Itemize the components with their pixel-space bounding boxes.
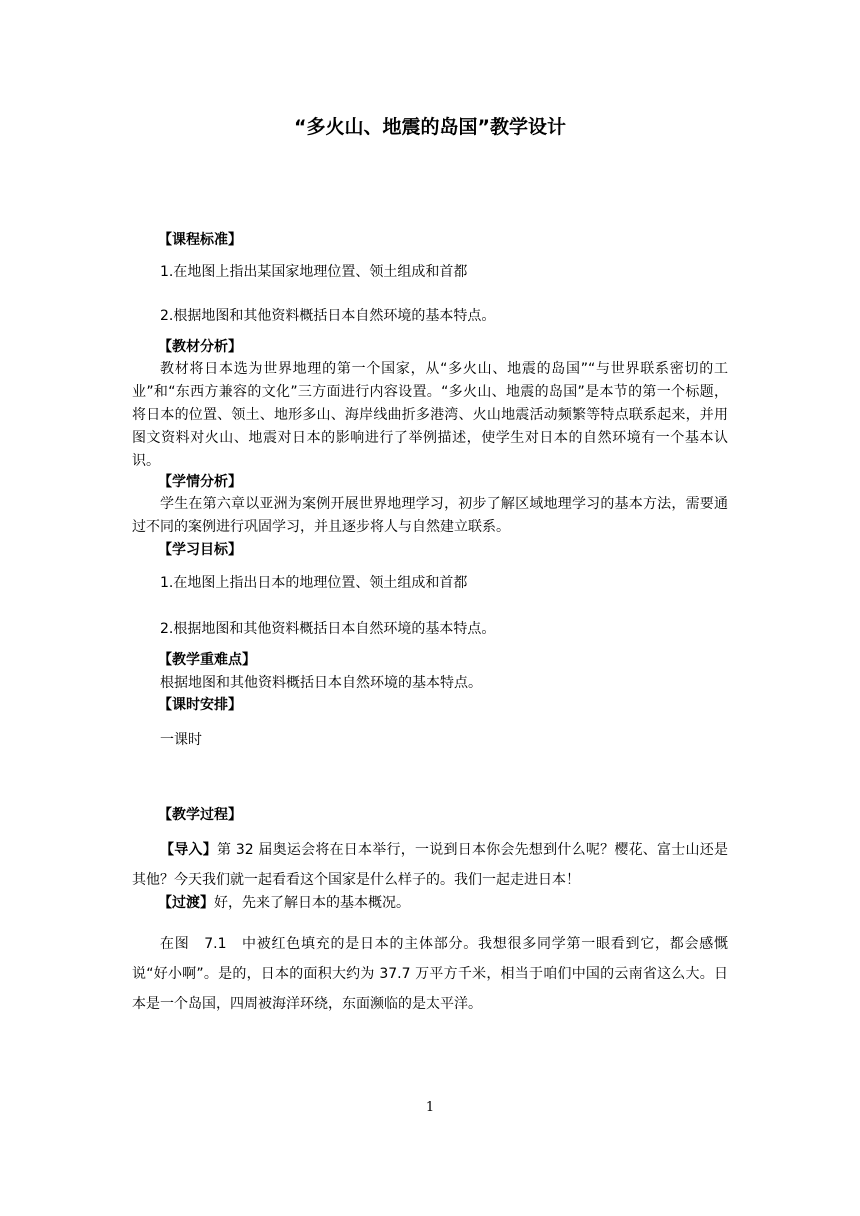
learner-paragraph: 学生在第六章以亚洲为案例开展世界地理学习，初步了解区域地理学习的基本方法，需要通过不同的案例进行巩固学习，并且逐步将人与自然建立联系。 [132,496,728,535]
focus-heading: 【教学重难点】 [158,652,256,668]
goals-item-1: 1.在地图上指出日本的地理位置、领土组成和首都 [160,575,468,591]
document-title: “多火山、地震的岛国”教学设计 [294,116,566,138]
figure-paragraph: 在图 7.1 中被红色填充的是日本的主体部分。我想很多同学第一眼看到它，都会感慨说“好小啊”。是的，日本的面积大约为 37.7 万平方千米，相当于咱们中国的云南省这么大。日本是一个岛国，四周被海洋环绕，东面濒临的是太平洋。 [132,936,728,1012]
goals-heading: 【学习目标】 [158,542,242,558]
goals-item-2: 2.根据地图和其他资料概括日本自然环境的基本特点。 [160,621,496,637]
transition-text: 好，先来了解日本的基本概况。 [214,895,410,911]
curriculum-heading: 【课程标准】 [158,232,242,248]
transition-line [158,893,758,913]
learner-heading: 【学情分析】 [158,474,242,490]
textbook-heading: 【教材分析】 [158,339,242,355]
process-heading: 【教学过程】 [158,807,242,823]
textbook-paragraph: 教材将日本选为世界地理的第一个国家，从“多火山、地震的岛国”“与世界联系密切的工业”和“东西方兼容的文化”三方面进行内容设置。“多火山、地震的岛国”是本节的第一个标题，将日本的位置、领土、地形多山、海岸线曲折多港湾、火山地震活动频繁等特点联系起来，并用图文资料对火山、地震对日本的影响进行了举例描述，使学生对日本的自然环境有一个基本认识。 [132,361,728,469]
curriculum-item-1: 1.在地图上指出某国家地理位置、领土组成和首都 [160,264,468,280]
transition-label: 【过渡】 [158,895,214,911]
schedule-heading: 【课时安排】 [158,697,242,713]
focus-text: 根据地图和其他资料概括日本自然环境的基本特点。 [160,675,482,691]
curriculum-item-2: 2.根据地图和其他资料概括日本自然环境的基本特点。 [160,308,496,324]
page-number: 1 [425,1100,435,1115]
intro-text: 第 32 届奥运会将在日本举行，一说到日本你会先想到什么呢？樱花、富士山还是其他？今天我们就一起看看这个国家是什么样子的。我们一起走进日本！ [132,842,728,888]
intro-label: 【导入】 [160,842,217,858]
intro-paragraph [132,835,728,895]
schedule-text: 一课时 [160,732,202,748]
